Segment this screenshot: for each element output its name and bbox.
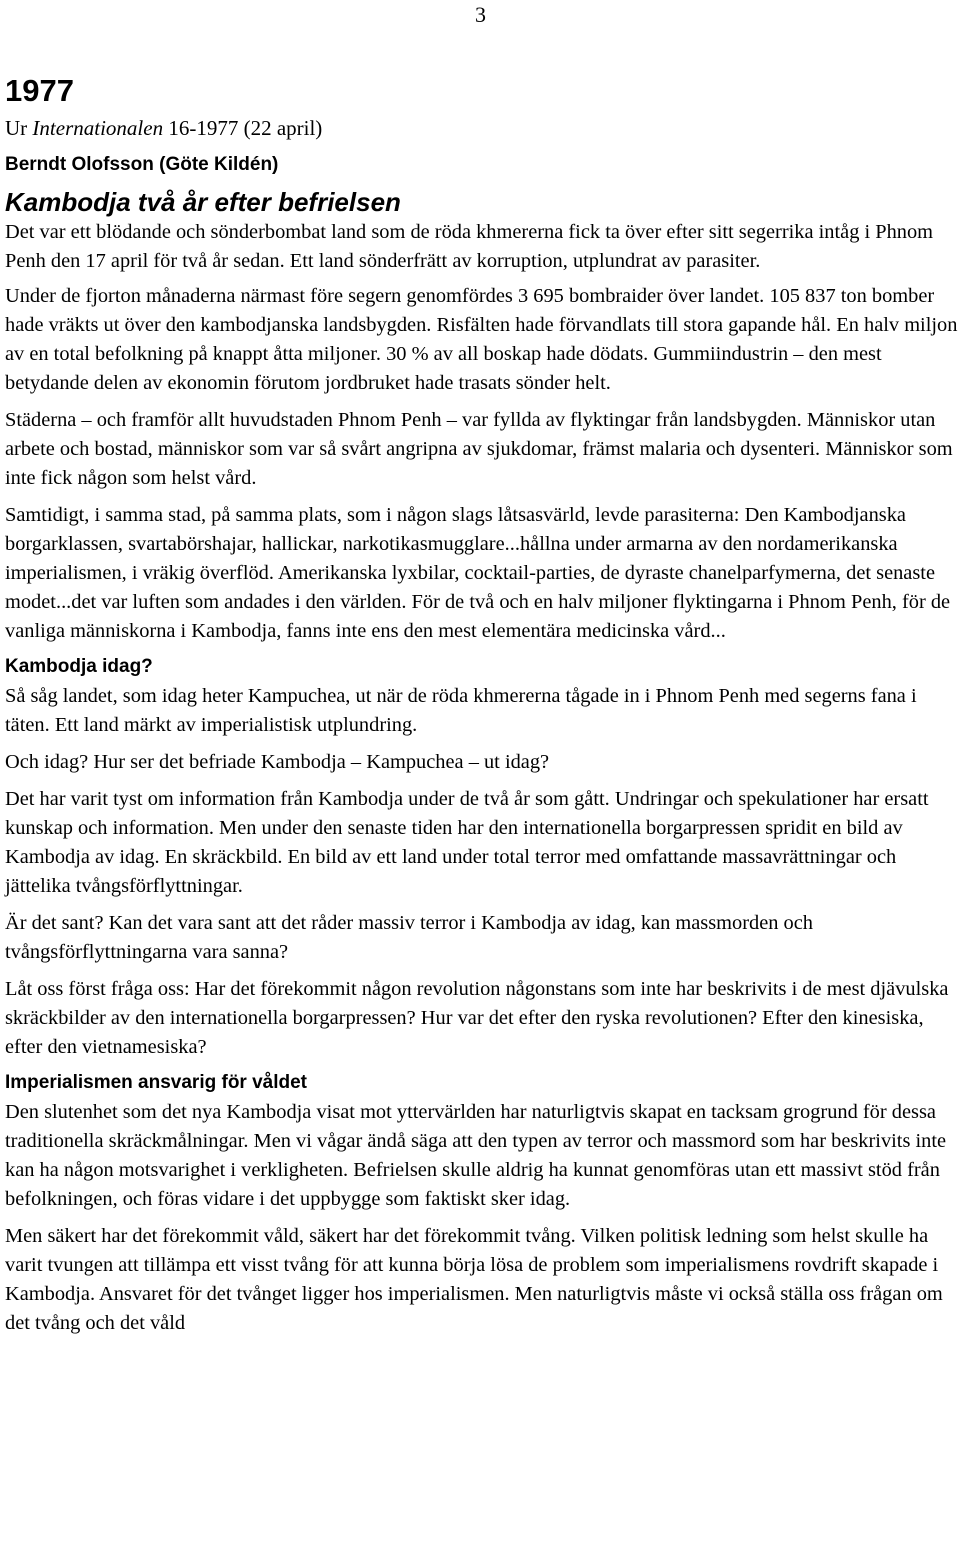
year-heading: 1977 (5, 73, 74, 108)
paragraph: Och idag? Hur ser det befriade Kambodja – Kampuchea – ut idag? (5, 751, 550, 773)
subheading-kambodja-idag: Kambodja idag? (5, 656, 153, 677)
paragraph: Men säkert har det förekommit våld, säkert har det förekommit tvång. Vilken politisk ledning som helst skulle ha varit tvungen att tillämpa ett visst tvång för att kunna börja lösa de problem som imperialismens rovdrift skapade i Kambodja. Ansvaret för det tvånget ligger hos imperialismen. Men naturligtvis måste vi också ställa oss frågan om det tvång och det våld (5, 1225, 943, 1334)
paragraph: Städerna – och framför allt huvudstaden Phnom Penh – var fyllda av flyktingar från landsbygden. Människor utan arbete och bostad, människor som var så svårt angripna av sjukdomar, främst malaria och dysenteri. Människor som inte fick någon som helst vård. (5, 409, 953, 489)
author-line: Berndt Olofsson (Göte Kildén) (5, 154, 279, 175)
document-body (5, 72, 958, 1346)
paragraph: Är det sant? Kan det vara sant att det råder massiv terror i Kambodja av idag, kan massmorden och tvångsförflyttningarna vara sanna? (5, 912, 813, 963)
page-number: 3 (475, 2, 486, 27)
article-title: Kambodja två år efter befrielsen (5, 187, 401, 217)
paragraph: Så såg landet, som idag heter Kampuchea, ut när de röda khmererna tågade in i Phnom Penh med segerns fana i täten. Ett land märkt av imperialistisk utplundring. (5, 685, 917, 736)
paragraph: Under de fjorton månaderna närmast före segern genomfördes 3 695 bombraider över landet. 105 837 ton bomber hade vräkts ut över den kambodjanska landsbygden. Risfälten hade förvandlats till stora gapande hål. En halv miljon av en total befolkning på knappt åtta miljoner. 30 % av all boskap hade dödats. Gummiindustrin – den mest betydande delen av ekonomin förutom jordbruket hade trasats sönder helt. (5, 285, 958, 394)
source-prefix: Ur (5, 116, 33, 140)
paragraph: Samtidigt, i samma stad, på samma plats, som i någon slags låtsasvärld, levde parasiterna: Den Kambodjanska borgarklassen, svartabörshajar, hallickar, narkotikasmugglare...hållna under armarna av den nordamerikanska imperialismen, i vräkig överflöd. Amerikanska lyxbilar, cocktail-parties, de dyraste chanelparfymerna, det senaste modet...det var luften som andades i den världen. För de två och en halv miljoner flyktingarna i Phnom Penh, för de vanliga människorna i Kambodja, fanns inte ens den mest elementära medicinska vård... (5, 504, 951, 642)
source-issue: 16-1977 (22 april) (163, 116, 323, 140)
source-publication: Internationalen (32, 116, 164, 140)
paragraph: Den slutenhet som det nya Kambodja visat mot yttervärlden har naturligtvis skapat en tacksam grogrund för dessa traditionella skräckmålningar. Men vi vågar ändå säga att den typen av terror och massmord som har beskrivits inte kan ha någon motsvarighet i verkligheten. Befrielsen skulle aldrig ha kunnat genomföras utan ett massivt stöd från befolkningen, och föras vidare i det uppbygge som faktiskt sker idag. (5, 1101, 947, 1210)
paragraph: Det var ett blödande och sönderbombat land som de röda khmererna fick ta över efter sitt segerrika intåg i Phnom Penh den 17 april för två år sedan. Ett land sönderfrätt av korruption, utplundrat av parasiter. (5, 221, 934, 272)
paragraph: Det har varit tyst om information från Kambodja under de två år som gått. Undringar och spekulationer har ersatt kunskap och information. Men under den senaste tiden har den internationella borgarpressen spridit en bild av Kambodja av idag. En skräckbild. En bild av ett land under total terror med omfattande massavrättningar och jättelika tvångsförflyttningar. (5, 788, 929, 897)
subheading-imperialismen: Imperialismen ansvarig för våldet (5, 1072, 308, 1093)
paragraph: Låt oss först fråga oss: Har det förekommit någon revolution någonstans som inte har beskrivits i de mest djävulska skräckbilder av den internationella borgarpressen? Hur var det efter den ryska revolutionen? Efter den kinesiska, efter den vietnamesiska? (5, 978, 949, 1058)
source-line (5, 114, 958, 142)
